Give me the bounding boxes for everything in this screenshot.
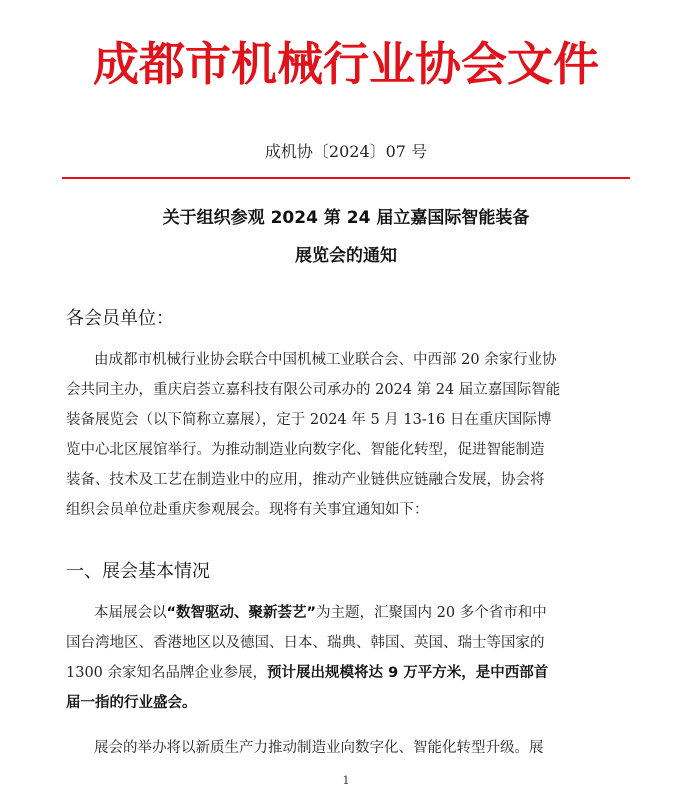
paragraph-line: 由成都市机械行业协会联合中国机械工业联合会、中西部 20 余家行业协: [94, 352, 557, 368]
paragraph-line: 国台湾地区、香港地区以及德国、日本、瑞典、韩国、英国、瑞士等国家的: [66, 635, 545, 651]
page-number: 1: [342, 774, 350, 787]
red-divider-line: [62, 177, 630, 179]
salutation: 各会员单位：: [66, 308, 174, 329]
paragraph-line: [66, 598, 626, 628]
document-number: 成机协〔2024〕07 号: [264, 142, 428, 161]
paragraph-line: 展会的举办将以新质生产力推动制造业向数字化、智能化转型升级。展: [94, 740, 544, 756]
paragraph-line: 会共同主办，重庆启荟立嘉科技有限公司承办的 2024 第 24 届立嘉国际智能: [66, 382, 561, 398]
emphasis-text: 预计展出规模将达 9 万平方米，是中西部首: [267, 665, 549, 681]
theme-slogan: “数智驱动、聚新荟艺”: [166, 605, 317, 621]
paragraph-line: [66, 688, 626, 718]
paragraph-line: 组织会员单位赴重庆参观展会。现将有关事宜通知如下：: [66, 502, 429, 518]
notice-title-line-1: 关于组织参观 2024 第 24 届立嘉国际智能装备: [162, 208, 530, 228]
intro-paragraph: [66, 345, 626, 525]
text-run: 本届展会以: [94, 605, 167, 621]
section-heading-basic-info: 一、展会基本情况: [66, 561, 210, 582]
document-header-title: 成都市机械行业协会文件: [93, 37, 599, 91]
emphasis-text: 届一指的行业盛会。: [66, 695, 197, 711]
paragraph-line: [66, 658, 626, 688]
text-run: 1300 余家知名品牌企业参展，: [66, 665, 268, 681]
section1-paragraph: [66, 598, 626, 718]
notice-title-line-2: 展览会的通知: [295, 246, 397, 266]
paragraph-line: 装备、技术及工艺在制造业中的应用，推动产业链供应链融合发展，协会将: [66, 472, 545, 488]
paragraph-line: 装备展览会（以下简称立嘉展），定于 2024 年 5 月 13-16 日在重庆国际博: [66, 412, 552, 428]
section1-next-paragraph: [66, 733, 626, 763]
paragraph-line: 览中心北区展馆举行。为推动制造业向数字化、智能化转型，促进智能制造: [66, 442, 545, 458]
text-run: 为主题，汇聚国内 20 多个省市和中: [316, 605, 547, 621]
